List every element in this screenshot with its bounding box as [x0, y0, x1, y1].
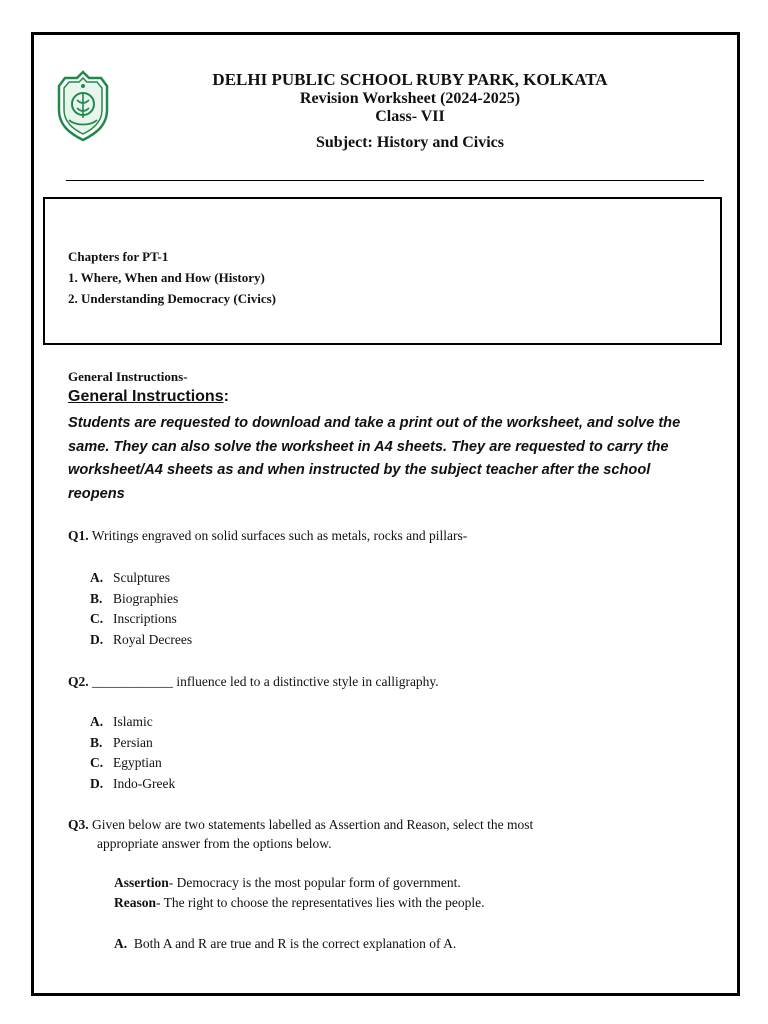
option-text: Both A and R are true and R is the correct explanation of A.	[133, 936, 457, 951]
question-text: Given below are two statements labelled as Assertion and Reason, select the most	[88, 817, 534, 832]
instructions-heading	[68, 388, 229, 406]
option-text: Indo-Greek	[113, 776, 176, 792]
assertion-label: Assertion	[114, 875, 169, 890]
option-label: B.	[90, 734, 103, 750]
instructions-small-heading: General Instructions-	[68, 369, 188, 384]
header-divider	[66, 180, 704, 181]
school-logo-icon	[55, 70, 111, 142]
option	[90, 712, 175, 733]
question-3-option	[114, 934, 456, 954]
option-text: Persian	[113, 734, 153, 750]
option-text: Sculptures	[113, 570, 170, 585]
option-text: Biographies	[113, 590, 179, 606]
instructions-heading-colon: :	[223, 388, 229, 405]
chapter-item: 1. Where, When and How (History)	[68, 270, 265, 285]
option	[90, 568, 192, 589]
option-label: B.	[90, 590, 103, 606]
reason-text: - The right to choose the representatives lies with the people.	[156, 895, 485, 910]
option-label: C.	[90, 755, 104, 771]
option	[90, 609, 192, 630]
chapter-item: 2. Understanding Democracy (Civics)	[68, 291, 276, 306]
question-2-options	[90, 712, 175, 795]
question-number: Q1.	[68, 528, 89, 543]
option-text: Royal Decrees	[113, 632, 193, 648]
option-label: C.	[90, 611, 104, 627]
option-text: Islamic	[113, 714, 153, 729]
option-label: A.	[90, 714, 104, 729]
class-label: Class- VII	[375, 108, 445, 125]
chapters-title: Chapters for PT-1	[68, 249, 169, 264]
option	[90, 733, 175, 754]
question-1	[68, 528, 467, 544]
option-text: Egyptian	[113, 755, 162, 771]
question-2	[68, 674, 439, 690]
option-label: A.	[90, 570, 104, 585]
option	[90, 589, 192, 610]
assertion	[114, 873, 485, 893]
worksheet-title: Revision Worksheet (2024-2025)	[299, 90, 521, 107]
option	[90, 753, 175, 774]
question-number: Q3.	[68, 817, 89, 832]
option-label: D.	[90, 632, 104, 648]
assertion-text: - Democracy is the most popular form of government.	[168, 875, 461, 890]
assertion-reason	[114, 873, 485, 913]
question-3	[68, 817, 533, 833]
option-text: Inscriptions	[113, 611, 177, 627]
question-text: ____________ influence led to a distinctive style in calligraphy.	[88, 674, 439, 689]
question-3-continuation: appropriate answer from the options below.	[97, 836, 332, 851]
question-number: Q2.	[68, 674, 89, 689]
subject-label: Subject: History and Civics	[316, 134, 504, 151]
reason	[114, 893, 485, 913]
question-1-options	[90, 568, 192, 651]
instructions-text: Students are requested to download and take a print out of the worksheet, and solve the same. They can also solve the worksheet in A4 sheets. They are requested to carry the worksheet/A4 sheets as and when instructed by the subject teacher after the school reopens	[68, 415, 681, 502]
chapters-list	[68, 246, 276, 309]
option-label: A.	[114, 936, 128, 951]
question-text: Writings engraved on solid surfaces such as metals, rocks and pillars-	[88, 528, 468, 543]
instructions-heading-text: General Instructions	[68, 388, 224, 405]
option	[90, 774, 175, 795]
option	[90, 630, 192, 651]
reason-label: Reason	[114, 895, 157, 910]
option-label: D.	[90, 776, 104, 792]
document-header	[130, 70, 690, 153]
school-name: DELHI PUBLIC SCHOOL RUBY PARK, KOLKATA	[212, 70, 608, 89]
